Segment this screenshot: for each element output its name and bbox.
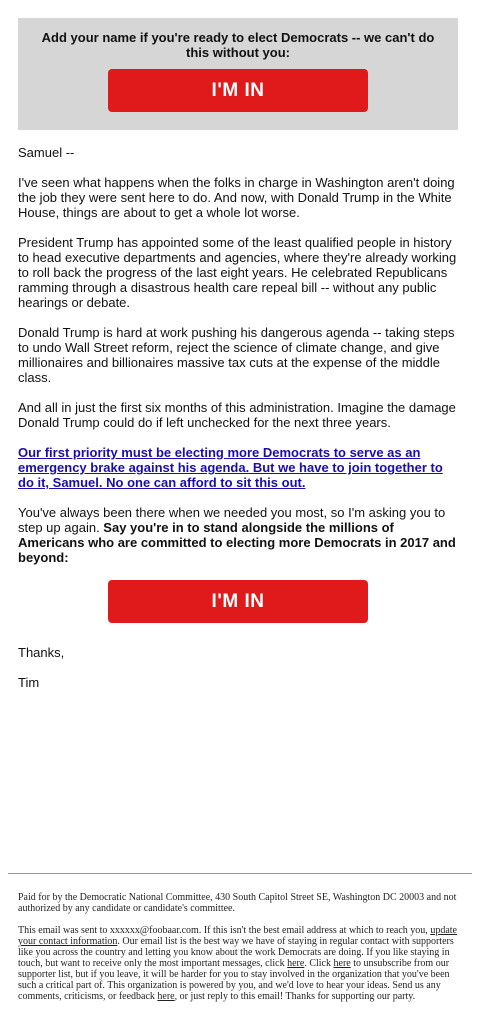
sign-off: Thanks, <box>18 645 65 660</box>
paragraph-5-text: You've always been there when we needed you most, so I'm asking you to step up again. <box>18 505 446 535</box>
im-in-button-top[interactable]: I'M IN <box>108 69 368 112</box>
footer-text-4: , or just reply to this email! Thanks for supporting our party. <box>174 991 416 1002</box>
important-messages-link[interactable]: here <box>287 958 305 969</box>
paragraph-3: Donald Trump is hard at work pushing his dangerous agenda -- taking steps to undo Wall Street reform, reject the science of climate change, and give millionaires and billionaires massive tax cuts at the expense of the middle class. <box>18 325 455 385</box>
feedback-link[interactable]: here <box>157 991 175 1002</box>
paid-for-disclaimer: Paid for by the Democratic National Committee, 430 South Capitol Street SE, Washington DC 20003 and not authorized by any candidate or candidate's committee. <box>18 892 457 914</box>
footer-sent-to: This email was sent to xxxxxx@foobaar.com. If this isn't the best email address at which to reach you, <box>18 925 431 936</box>
callout-box <box>18 18 458 130</box>
unsubscribe-link[interactable]: here <box>333 958 351 969</box>
paragraph-1: I've seen what happens when the folks in charge in Washington aren't doing the job they were sent here to do. And now, with Donald Trump in the White House, things are about to get a whole lot worse. <box>18 175 455 220</box>
footer <box>18 892 458 1002</box>
paragraph-2: President Trump has appointed some of the least qualified people in history to head executive departments and agencies, where they're already working to roll back the progress of the last eight years. He celebrated Republicans ramming through a disastrous health care repeal bill -- without any public hearings or debate. <box>18 235 457 310</box>
update-contact-link[interactable]: update your contact information <box>18 925 457 947</box>
priority-paragraph <box>18 445 458 490</box>
footer-text-1: . Our email list is the best way we have of staying in regular contact with supporters like you across the country and letting you know about the work Democrats are doing. If you like staying in touch, but want to receive only the most important messages, click <box>18 936 454 969</box>
paragraph-5 <box>18 505 458 565</box>
footer-text-3: to unsubscribe from our supporter list, but if you leave, it will be harder for you to stay involved in the organization that you've been such a critical part of. This organization is powered by you, and we'd love to hear your ideas. Send us any comments, criticisms, or feedback <box>18 958 450 1002</box>
callout-text: Add your name if you're ready to elect Democrats -- we can't do this without you: <box>41 30 435 60</box>
paragraph-5-bold: Say you're in to stand alongside the millions of Americans who are committed to electing more Democrats in 2017 and beyond: <box>18 520 456 565</box>
letter <box>18 145 458 690</box>
im-in-button-bottom[interactable]: I'M IN <box>108 580 368 623</box>
signature: Tim <box>18 675 40 690</box>
greeting: Samuel -- <box>18 145 75 160</box>
footer-notice <box>18 925 458 1002</box>
cta-wrap <box>18 580 458 623</box>
paragraph-4: And all in just the first six months of this administration. Imagine the damage Donald Trump could do if left unchecked for the next three years. <box>18 400 456 430</box>
footer-text-2: . Click <box>304 958 334 969</box>
footer-divider <box>8 873 472 874</box>
email-body <box>18 18 458 690</box>
priority-link[interactable]: Our first priority must be electing more Democrats to serve as an emergency brake against his agenda. But we have to join together to do it, Samuel. No one can afford to sit this out. <box>18 445 443 490</box>
